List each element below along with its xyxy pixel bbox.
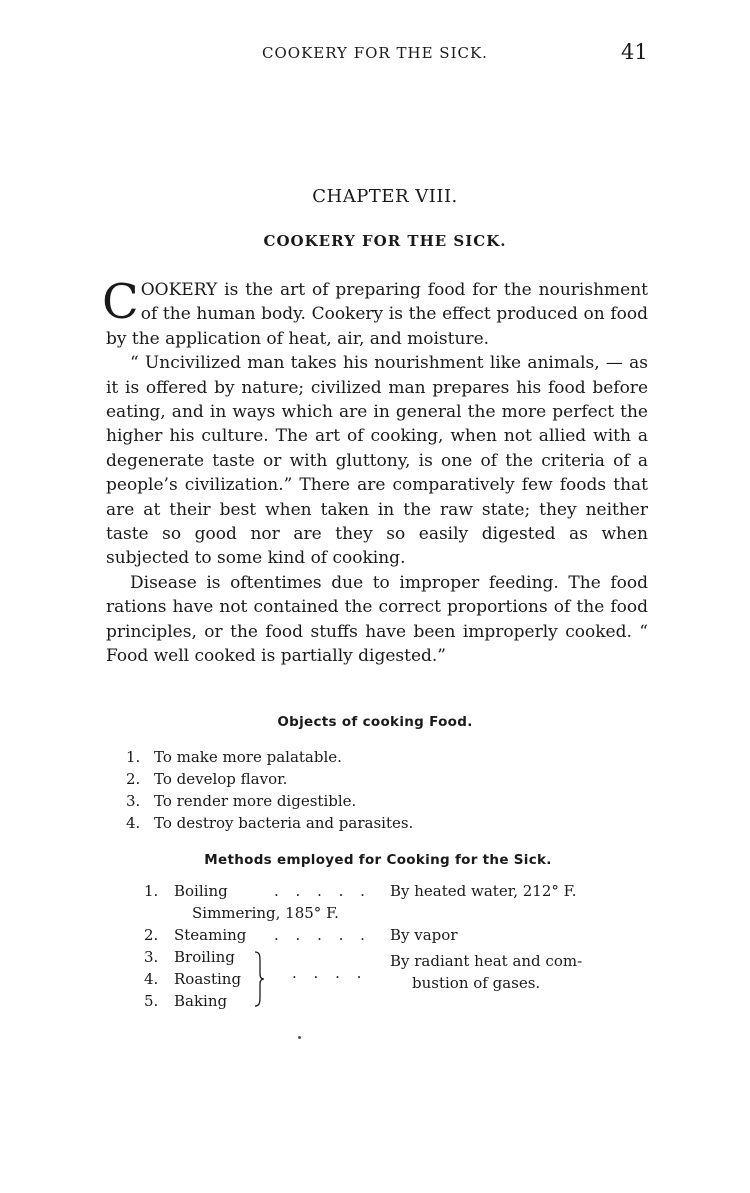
method-row-baking: 5. Baking (144, 992, 228, 1010)
method-row-simmering: Simmering, 185° F. (192, 904, 339, 922)
objects-heading: Objects of cooking Food. (277, 714, 473, 730)
method-row-broiling: 3. Broiling By radiant heat and com- (144, 948, 583, 970)
list-item: 3. To render more digestible. (126, 792, 357, 810)
chapter-subtitle: COOKERY FOR THE SICK. (263, 232, 507, 250)
paragraph-3: Disease is oftentimes due to improper feeding. The food rations have not contained the correct proportions of the food principles, or the food stuffs have been improperly cooked. “ Food well cooked is partially digested.” (106, 572, 648, 667)
brace-icon (252, 950, 266, 1008)
running-head: COOKERY FOR THE SICK. (262, 44, 488, 62)
list-item: 4. To destroy bacteria and parasites. (126, 814, 414, 832)
method-row-steaming: 2. Steaming . . . . . By vapor (144, 926, 458, 944)
paragraph-1 (102, 274, 648, 351)
methods-table (144, 880, 624, 1012)
ink-speck (298, 1036, 301, 1039)
chapter-title: CHAPTER VIII. (312, 186, 458, 207)
list-item: 2. To develop flavor. (126, 770, 288, 788)
objects-list (126, 746, 413, 834)
method-row-boiling: 1. Boiling . . . . . By heated water, 212° F. (144, 882, 577, 900)
body-text (102, 274, 648, 669)
drop-cap: C (102, 274, 139, 330)
paragraph-1-text: OOKERY is the art of preparing food for the nourishment of the human body. Cookery is the effect produced on food by the application of heat, air, and moisture. (106, 280, 648, 349)
methods-heading: Methods employed for Cooking for the Sick. (204, 852, 552, 868)
paragraph-2: “ Uncivilized man takes his nourishment like animals, — as it is offered by nature; civilized man prepares his food before eating, and in ways which are in general the more perfect the higher his culture. The art of cooking, when not allied with a degenerate taste or with gluttony, is one of the criteria of a people’s civilization.” There are comparatively few foods that are at their best when taken in the raw state; they neither taste so good nor are they so easily digested as when subjected to some kind of cooking. (106, 353, 648, 569)
page-number: 41 (621, 40, 648, 64)
method-row-roasting: 4. Roasting . . . . bustion of gases. (144, 964, 541, 992)
list-item: 1. To make more palatable. (126, 748, 342, 766)
